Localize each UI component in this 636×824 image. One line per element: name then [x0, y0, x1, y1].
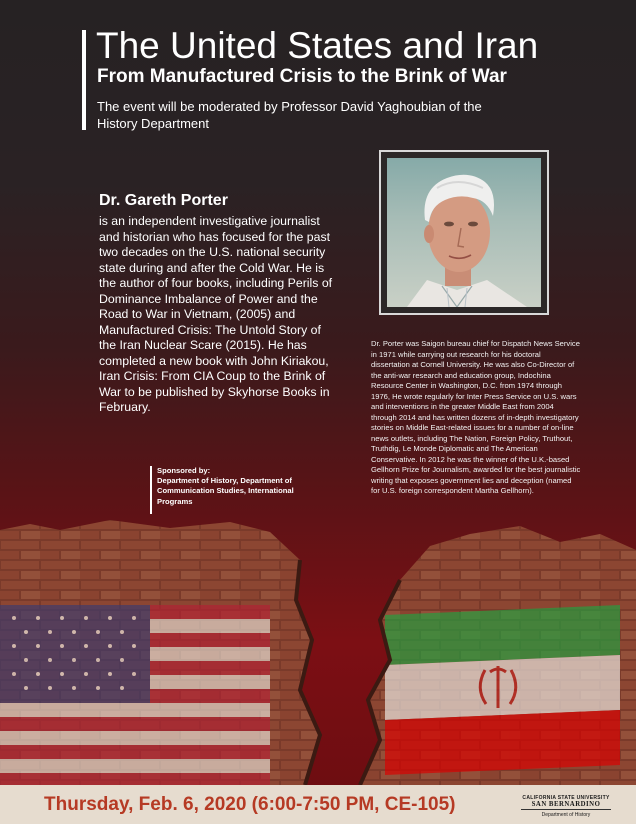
- sponsor-heading: Sponsored by:: [157, 466, 211, 475]
- speaker-portrait-illustration: [387, 158, 541, 307]
- speaker-photo-frame: [379, 150, 549, 315]
- speaker-bio-extended: Dr. Porter was Saigon bureau chief for Dispatch News Service in 1971 while carrying out research for his doctoral dissertation at Cornell University. He was also Co-Director of the anti-war research and education group, Indochina Resource Center in Washington, D.C. from 1974 through 1976, He wrote regularly for Inter Press Service on U.S. wars and interventions in the greater Middle East from 2004 through 2014 and has written dozens of in-depth investigatory stories on Middle East-related issues for a number of on-line news outlets, including The Nation, Foreign Policy, Truthout, Truthdig, Le Monde Diplomatic and The American Conservative. In 2012 he was the winner of the U.K.-based Gellhorn Prize for Journalism, awarded for the best journalistic writing that exposes government lies and deception (named for U.S. foreign correspondent Martha Gellhorn).: [371, 339, 581, 495]
- sponsor-list: Department of History, Department of Communication Studies, International Programs: [157, 476, 294, 506]
- poster-title: The United States and Iran: [96, 25, 539, 66]
- csusb-logo-main: SAN BERNARDINO: [521, 801, 611, 810]
- csusb-logo: [521, 795, 611, 818]
- csusb-logo-dept: Department of History: [541, 812, 591, 818]
- broken-wall-illustration: [0, 520, 636, 785]
- event-date-time: Thursday, Feb. 6, 2020 (6:00-7:50 PM, CE-105): [44, 794, 456, 815]
- poster-subtitle: From Manufactured Crisis to the Brink of War: [97, 66, 507, 87]
- speaker-name: Dr. Gareth Porter: [99, 192, 228, 209]
- moderator-note: The event will be moderated by Professor David Yaghoubian of the History Department: [97, 99, 482, 131]
- csusb-logo-top: CALIFORNIA STATE UNIVERSITY: [522, 795, 610, 801]
- sponsor-block: [157, 466, 307, 507]
- speaker-photo: [387, 158, 541, 307]
- title-accent-bar: [82, 30, 86, 130]
- sponsor-accent-bar: [150, 466, 152, 514]
- speaker-bio: is an independent investigative journalist and historian who has focused for the past two decades on the U.S. national security state during and after the Cold War. He is the author of four books, including Perils of Dominance Imbalance of Power and the Road to War in Vietnam, (2005) and Manufactured Crisis: The Untold Story of the Iran Nuclear Scare (2015). He has completed a new book with John Kiriakou, Iran Crisis: From CIA Coup to the Brink of War to be published by Skyhorse Books in February.: [99, 214, 333, 414]
